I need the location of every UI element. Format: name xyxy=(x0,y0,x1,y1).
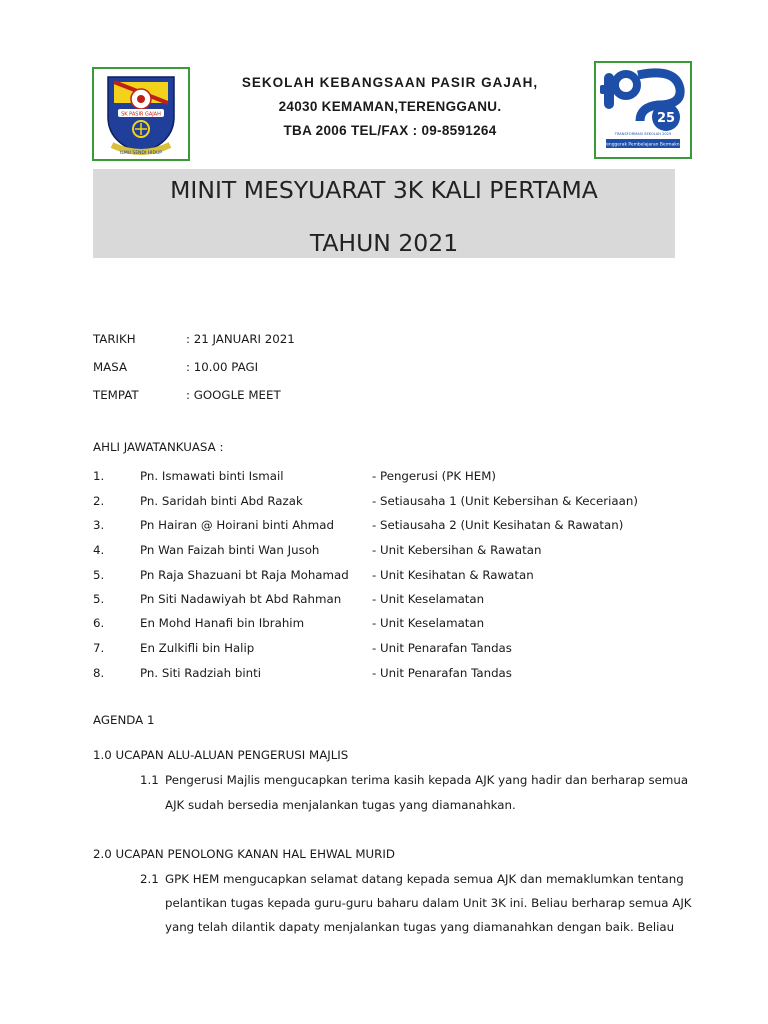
agenda-item-title: 1.0 UCAPAN ALU-ALUAN PENGERUSI MAJLIS xyxy=(93,748,349,762)
member-number: 3. xyxy=(93,518,105,532)
member-name: En Mohd Hanafi bin Ibrahim xyxy=(140,616,305,630)
member-number: 6. xyxy=(93,616,105,630)
school-address: 24030 KEMAMAN,TERENGGANU. xyxy=(278,99,502,114)
member-name: Pn. Ismawati binti Ismail xyxy=(140,469,284,483)
member-number: 5. xyxy=(93,592,105,606)
agenda-item-title: 2.0 UCAPAN PENOLONG KANAN HAL EHWAL MURID xyxy=(93,847,395,861)
info-value-date: : 21 JANUARI 2021 xyxy=(186,332,295,346)
member-role: - Unit Penarafan Tandas xyxy=(372,641,512,655)
agenda-paragraph-line: Pengerusi Majlis mengucapkan terima kasih kepada AJK yang hadir dan berharap semua xyxy=(165,773,689,787)
agenda-sub-number: 2.1 xyxy=(140,872,159,886)
document-title-box xyxy=(93,169,675,258)
member-role: - Unit Keselamatan xyxy=(372,592,485,606)
ts25-logo xyxy=(594,61,692,159)
info-label-date: TARIKH xyxy=(93,332,136,346)
member-name: Pn Raja Shazuani bt Raja Mohamad xyxy=(140,568,349,582)
ts25-number: 25 xyxy=(656,111,676,126)
member-name: En Zulkifli bin Halip xyxy=(140,641,255,655)
info-label-time: MASA xyxy=(93,360,128,374)
member-number: 7. xyxy=(93,641,105,655)
agenda-heading: AGENDA 1 xyxy=(93,713,155,727)
svg-text:SK PASIR GAJAH: SK PASIR GAJAH xyxy=(121,111,161,118)
info-value-time: : 10.00 PAGI xyxy=(186,360,259,374)
member-role: - Setiausaha 2 (Unit Kesihatan & Rawatan) xyxy=(372,518,624,532)
school-logo xyxy=(92,67,190,161)
member-role: - Unit Kesihatan & Rawatan xyxy=(372,568,534,582)
ts25-caption: TRANSFORMASI SEKOLAH 2025 xyxy=(614,132,672,136)
school-crest-icon xyxy=(94,69,188,159)
member-role: - Unit Keselamatan xyxy=(372,616,485,630)
member-name: Pn. Siti Radziah binti xyxy=(140,666,262,680)
member-number: 2. xyxy=(93,494,105,508)
member-role: - Unit Kebersihan & Rawatan xyxy=(372,543,542,557)
member-name: Pn Siti Nadawiyah bt Abd Rahman xyxy=(140,592,342,606)
member-role: - Pengerusi (PK HEM) xyxy=(372,469,496,483)
agenda-paragraph-line: GPK HEM mengucapkan selamat datang kepada semua AJK dan memaklumkan tentang xyxy=(165,872,684,886)
member-role: - Setiausaha 1 (Unit Kebersihan & Keceriaan) xyxy=(372,494,638,508)
member-number: 4. xyxy=(93,543,105,557)
member-number: 5. xyxy=(93,568,105,582)
member-number: 1. xyxy=(93,469,105,483)
member-name: Pn Hairan @ Hoirani binti Ahmad xyxy=(140,518,334,532)
school-name: SEKOLAH KEBANGSAAN PASIR GAJAH, xyxy=(241,75,539,90)
school-contact: TBA 2006 TEL/FAX : 09-8591264 xyxy=(283,123,497,138)
agenda-paragraph-line: pelantikan tugas kepada guru-guru baharu dalam Unit 3K ini. Beliau berharap semua AJK xyxy=(165,896,692,910)
agenda-paragraph-line: yang telah dilantik dapaty menjalankan tugas yang diamanahkan dengan baik. Beliau xyxy=(165,920,675,934)
member-number: 8. xyxy=(93,666,105,680)
member-name: Pn. Saridah binti Abd Razak xyxy=(140,494,303,508)
member-role: - Unit Penarafan Tandas xyxy=(372,666,512,680)
crest-motto: ILMU SENDI HIDUP xyxy=(120,151,162,156)
info-value-venue: : GOOGLE MEET xyxy=(186,388,281,402)
document-title: MINIT MESYUARAT 3K KALI PERTAMA xyxy=(170,176,598,204)
agenda-sub-number: 1.1 xyxy=(140,773,159,787)
committee-heading: AHLI JAWATANKUASA : xyxy=(93,440,224,454)
document-year: TAHUN 2021 xyxy=(309,229,459,257)
ts25-tagline: Penggerak Pembelajaran Bermakna xyxy=(603,142,683,148)
agenda-paragraph-line: AJK sudah bersedia menjalankan tugas yang diamanahkan. xyxy=(165,798,516,812)
info-label-venue: TEMPAT xyxy=(93,388,139,402)
ts25-logo-icon xyxy=(596,63,690,157)
member-name: Pn Wan Faizah binti Wan Jusoh xyxy=(140,543,320,557)
